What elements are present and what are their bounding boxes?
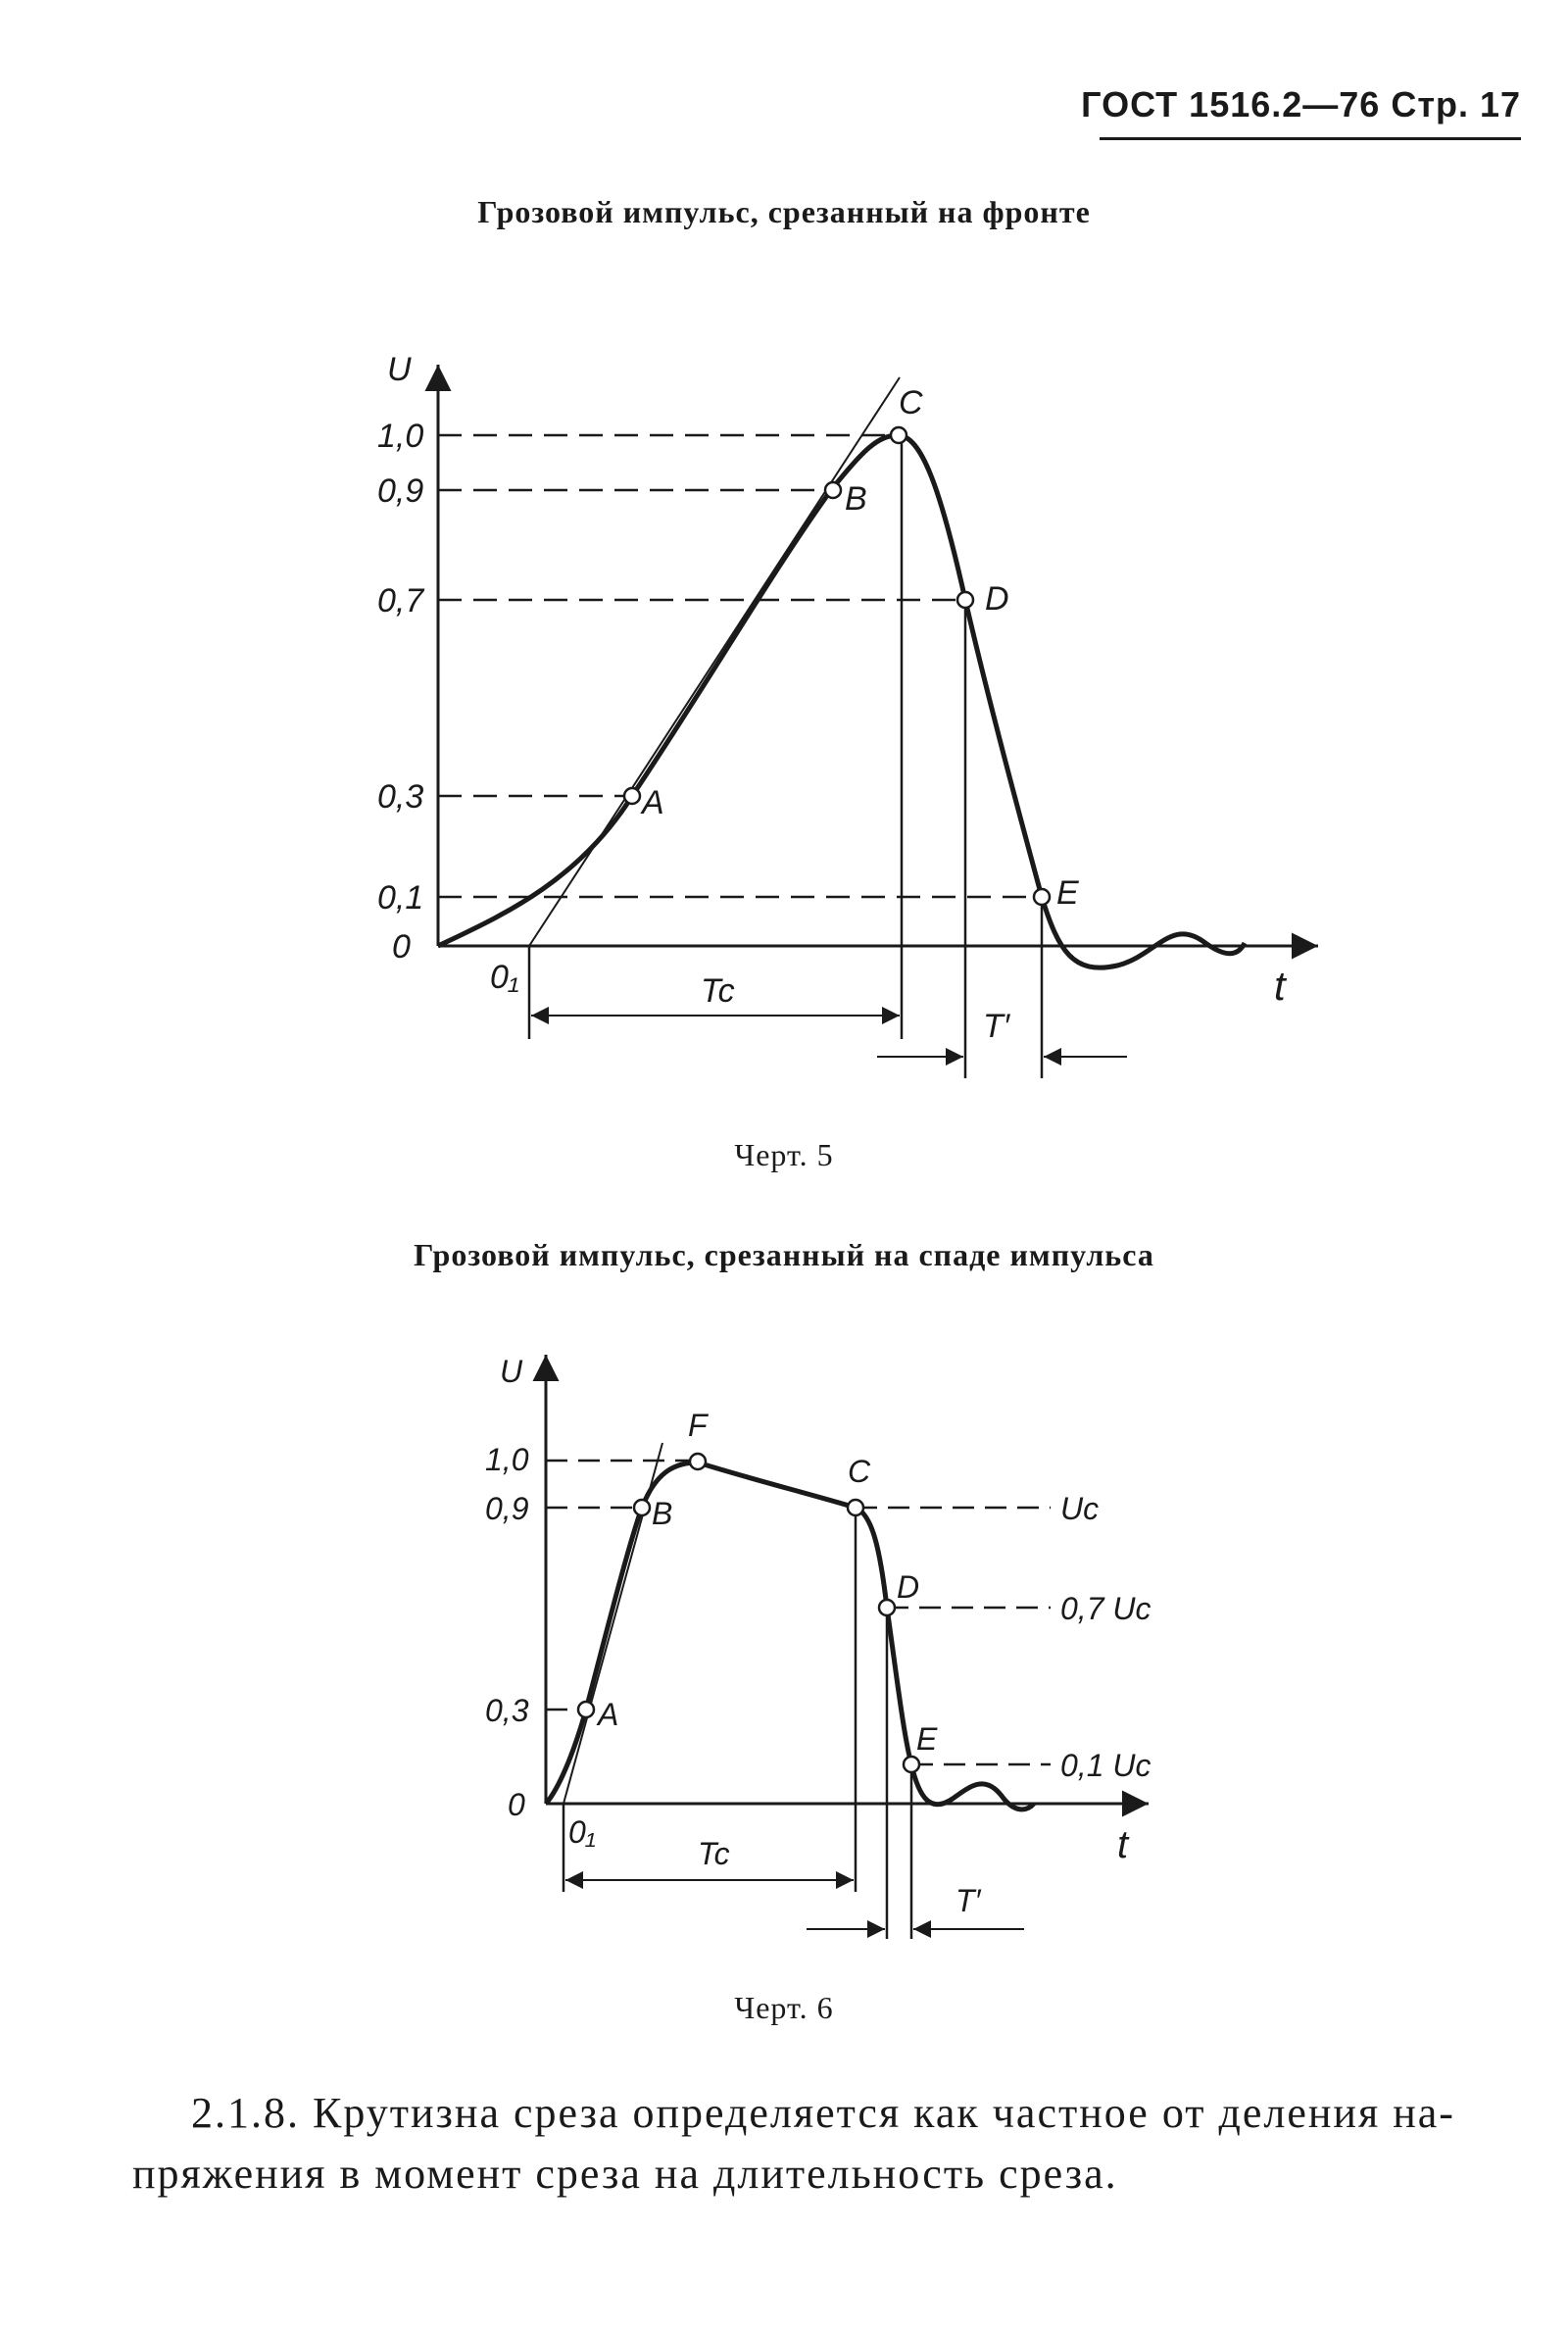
figure5-title: Грозовой импульс, срезанный на фронте (477, 194, 1091, 229)
fig6-label-01uc: 0,1 Uc (1060, 1748, 1152, 1783)
fig5-label-c: C (899, 384, 923, 422)
fig5-label-e: E (1056, 874, 1079, 912)
fig6-point-d (879, 1600, 895, 1615)
fig5-point-a (624, 788, 640, 804)
fig5-tick-0-9: 0,9 (377, 472, 424, 510)
fig5-points (624, 427, 1050, 905)
fig5-impulse-curve (438, 435, 1245, 967)
fig5-point-d (957, 592, 973, 608)
fig6-guides (546, 1461, 1051, 1764)
fig5-label-a: A (642, 784, 664, 821)
fig5-label-tprime: T′ (983, 1008, 1010, 1045)
fig6-label-e: E (916, 1721, 938, 1757)
fig5-point-b (825, 482, 841, 498)
fig6-point-e (904, 1757, 919, 1772)
fig6-label-f: F (688, 1408, 708, 1443)
fig6-label-b: B (652, 1496, 673, 1531)
fig6-points (578, 1454, 919, 1772)
figure6-labels (485, 1354, 1151, 1918)
fig6-tick-1-0: 1,0 (485, 1442, 529, 1477)
fig6-label-o1: 0₁ (568, 1814, 596, 1850)
fig5-label-o1: 0₁ (490, 959, 519, 996)
fig6-point-c (848, 1500, 863, 1515)
figure6-title: Грозовой импульс, срезанный на спаде импульса (414, 1237, 1154, 1272)
fig5-point-c (891, 427, 906, 443)
fig6-tick-0: 0 (508, 1787, 525, 1822)
fig6-tick-0-3: 0,3 (485, 1693, 529, 1728)
figure5-labels (377, 351, 1288, 1045)
fig5-y-axis-label: U (387, 351, 412, 388)
fig5-tick-1-0: 1,0 (377, 418, 424, 455)
fig6-label-a: A (598, 1697, 619, 1732)
fig5-tick-0-1: 0,1 (377, 879, 424, 917)
fig6-tick-0-9: 0,9 (485, 1491, 529, 1526)
fig5-tick-0: 0 (392, 928, 411, 966)
fig6-label-d: D (897, 1569, 920, 1605)
fig5-label-tc: Tc (701, 972, 735, 1010)
paragraph-2-1-8 (132, 2083, 1504, 2205)
fig6-point-b (634, 1500, 650, 1515)
figure5-caption: Черт. 5 (734, 1137, 834, 1172)
fig5-x-axis-label: t (1274, 963, 1286, 1009)
figure5-chart (438, 365, 1318, 1078)
page-header: ГОСТ 1516.2—76 Стр. 17 (1081, 84, 1521, 124)
figure6-chart (546, 1355, 1152, 1939)
fig6-point-a (578, 1702, 594, 1717)
fig6-label-07uc: 0,7 Uc (1060, 1591, 1152, 1626)
fig6-label-uc: Uc (1060, 1491, 1100, 1526)
fig6-impulse-curve (546, 1463, 1034, 1810)
fig5-guides (438, 435, 1039, 897)
figure6-caption: Черт. 6 (734, 1990, 834, 2025)
fig5-verticals (529, 435, 1042, 1078)
fig5-tick-0-7: 0,7 (377, 582, 424, 620)
fig5-label-b: B (845, 480, 867, 518)
fig5-tick-0-3: 0,3 (377, 778, 424, 816)
fig5-label-d: D (985, 580, 1009, 618)
fig6-label-tc: Tc (698, 1836, 730, 1871)
fig6-x-axis-label: t (1117, 1823, 1129, 1866)
paragraph-line-1: 2.1.8. Крутизна среза определяется как частное от деления на- (191, 2089, 1455, 2137)
fig5-tangent (529, 377, 900, 946)
fig6-label-c: C (848, 1454, 871, 1489)
fig5-point-e (1034, 889, 1050, 905)
fig6-label-tprime: T′ (956, 1883, 981, 1918)
fig6-point-f (690, 1454, 706, 1469)
fig6-y-axis-label: U (500, 1354, 523, 1389)
paragraph-line-2: пряжения в момент среза на длительность среза. (132, 2150, 1118, 2198)
